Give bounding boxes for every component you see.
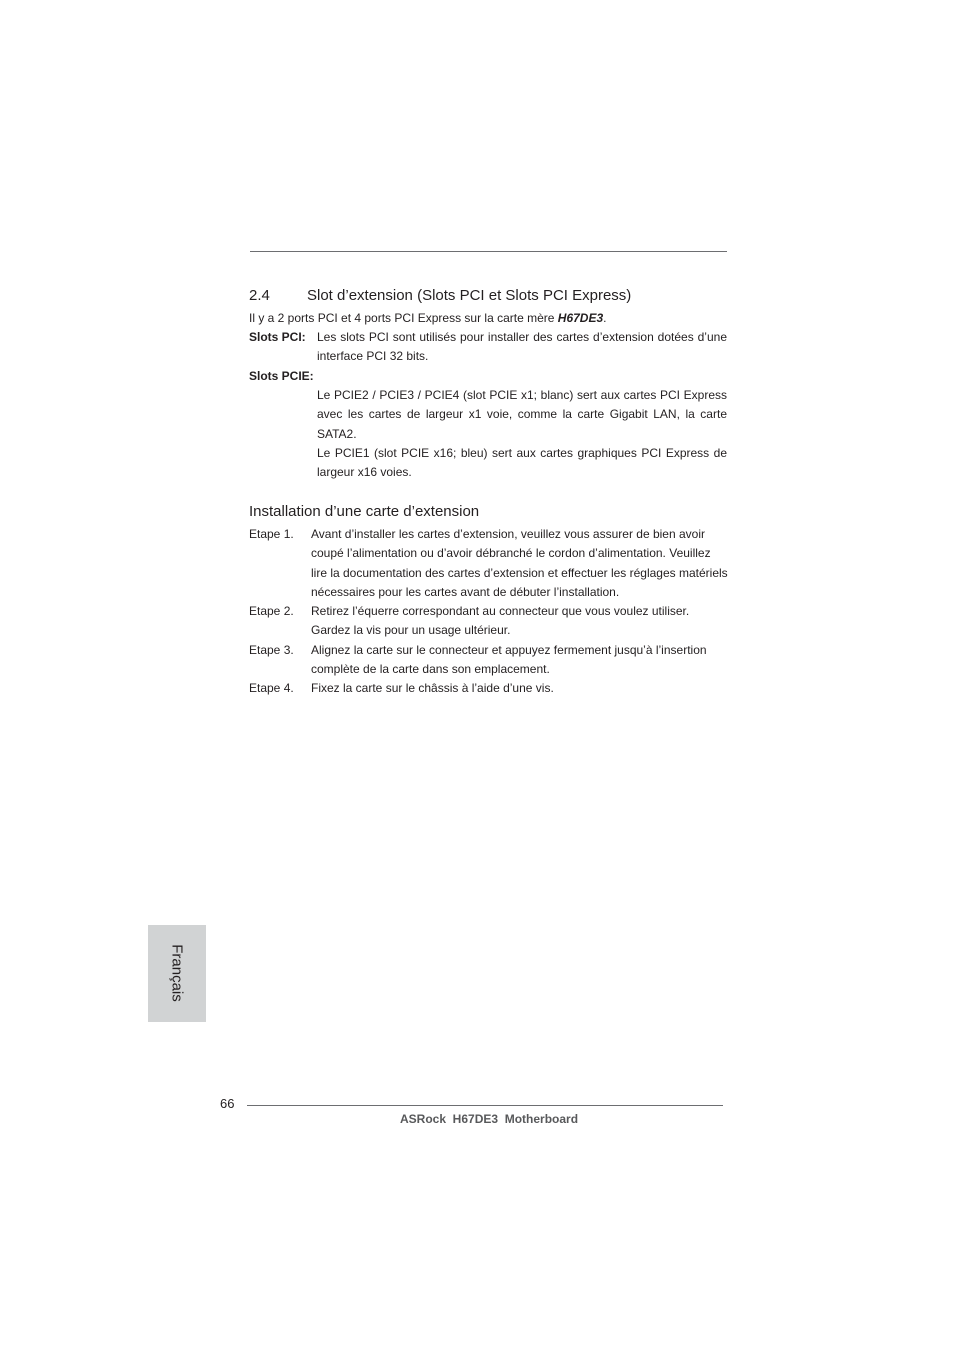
step-item xyxy=(249,679,729,698)
step-text: Fixez la carte sur le châssis à l’aide d’une vis. xyxy=(311,681,554,696)
section-heading xyxy=(249,287,631,304)
pcie-x16-paragraph: Le PCIE1 (slot PCIE x16; bleu) sert aux cartes graphiques PCI Express de largeur x16 voies. xyxy=(317,445,727,480)
installation-heading: Installation d’une carte d’extension xyxy=(249,503,480,520)
step-label: Etape 3. xyxy=(249,642,294,657)
step-text: Avant d’installer les cartes d’extension, veuillez vous assurer de bien avoir coupé l’alimentation ou d’avoir débranché le cordon d’alimentation. Veuillez lire la documentation des cartes d’extension et effectuer les réglages matériels nécessaires pour les cartes avant de débuter l’installation. xyxy=(311,527,728,599)
step-item xyxy=(249,641,729,680)
intro-text: Il y a 2 ports PCI et 4 ports PCI Express sur la carte mère xyxy=(249,311,558,325)
page-number: 66 xyxy=(220,1096,235,1111)
step-text: Alignez la carte sur le connecteur et appuyez fermement jusqu’à l’insertion complète de la carte dans son emplacement. xyxy=(311,642,707,677)
step-item xyxy=(249,602,729,641)
pcie-slots-label: Slots PCIE: xyxy=(249,369,314,383)
language-tab-label: Français xyxy=(168,944,186,1002)
step-label: Etape 1. xyxy=(249,527,294,541)
intro-paragraph xyxy=(249,309,606,328)
step-label: Etape 4. xyxy=(249,681,294,696)
pci-slots-entry xyxy=(249,328,727,367)
step-label: Etape 2. xyxy=(249,604,294,619)
pci-slots-description: Les slots PCI sont utilisés pour installer des cartes d’extension dotées d’une interface PCI 32 bits. xyxy=(317,330,727,364)
pci-slots-label: Slots PCI: xyxy=(249,330,306,344)
section-number: 2.4 xyxy=(249,287,270,304)
pcie-slots-description xyxy=(317,386,727,482)
installation-steps xyxy=(249,525,729,699)
footer-product-name: ASRock H67DE3 Motherboard xyxy=(400,1112,579,1126)
pcie-x1-paragraph: Le PCIE2 / PCIE3 / PCIE4 (slot PCIE x1; blanc) sert aux cartes PCI Express avec les cartes de largeur x1 voie, comme la carte Gigabit LAN, la carte SATA2. xyxy=(317,388,727,441)
language-tab xyxy=(148,925,206,1022)
section-title: Slot d’extension (Slots PCI et Slots PCI Express) xyxy=(307,287,632,304)
top-divider xyxy=(250,251,727,252)
step-text: Retirez l’équerre correspondant au connecteur que vous voulez utiliser. Gardez la vis pour un usage ultérieur. xyxy=(311,604,690,638)
footer-divider xyxy=(247,1105,723,1106)
model-name: H67DE3 xyxy=(557,311,604,325)
step-item xyxy=(249,525,729,602)
intro-end: . xyxy=(603,311,607,325)
